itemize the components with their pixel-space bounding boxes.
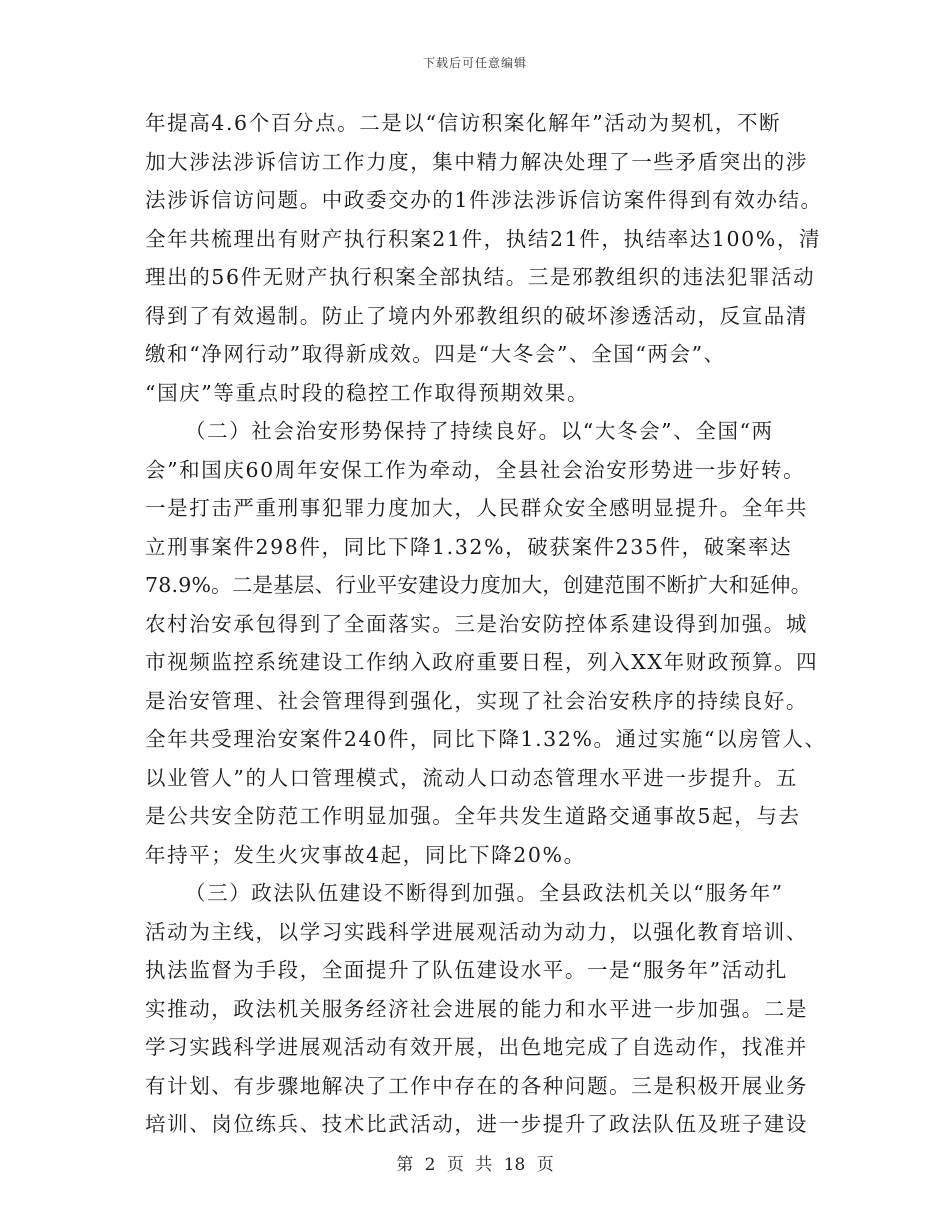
body-line-26: 有计划、有步骤地解决了工作中存在的各种问题。三是积极开展业务 bbox=[145, 1073, 808, 1098]
body-line-18: 以业管人”的人口管理模式，流动人口动态管理水平进一步提升。五 bbox=[145, 765, 798, 790]
body-line-15: 市视频监控系统建设工作纳入政府重要日程，列入XX年财政预算。四 bbox=[145, 650, 819, 674]
body-line-2: 加大涉法涉诉信访工作力度，集中精力解决处理了一些矛盾突出的涉 bbox=[145, 149, 808, 174]
body-line-20: 年持平；发生火灾事故4起，同比下降20%。 bbox=[145, 842, 586, 867]
document-body bbox=[145, 104, 827, 1144]
body-line-6: 得到了有效遏制。防止了境内外邪教组织的破坏渗透活动，反宣品清 bbox=[145, 303, 808, 328]
body-line-23: 执法监督为手段，全面提升了队伍建设水平。一是“服务年”活动扎 bbox=[145, 958, 788, 982]
body-line-10: 会”和国庆60周年安保工作为牵动，全县社会治安形势进一步好转。 bbox=[145, 457, 806, 482]
body-line-21: （三）政法队伍建设不断得到加强。全县政法机关以“服务年” bbox=[185, 881, 784, 905]
body-line-8: “国庆”等重点时段的稳控工作取得预期效果。 bbox=[145, 380, 590, 405]
body-line-12: 立刑事案件298件，同比下降1.32%，破获案件235件，破案率达 bbox=[145, 534, 793, 559]
body-line-16: 是治安管理、社会管理得到强化，实现了社会治安秩序的持续良好。 bbox=[145, 688, 808, 713]
body-line-9: （二）社会治安形势保持了持续良好。以“大冬会”、全国“两 bbox=[185, 419, 774, 443]
body-line-19: 是公共安全防范工作明显加强。全年共发生道路交通事故5起，与去 bbox=[145, 804, 801, 828]
body-line-17: 全年共受理治安案件240件，同比下降1.32%。通过实施“以房管人、 bbox=[145, 727, 827, 751]
body-line-25: 学习实践科学进展观活动有效开展，出色地完成了自选动作，找准并 bbox=[145, 1035, 808, 1059]
page-footer: 第 2 页 共 18 页 bbox=[396, 1155, 554, 1175]
body-line-1: 年提高4.6个百分点。二是以“信访积案化解年”活动为契机，不断 bbox=[145, 111, 782, 135]
body-line-27: 培训、岗位练兵、技术比武活动，进一步提升了政法队伍及班子建设 bbox=[145, 1112, 808, 1136]
body-line-22: 活动为主线，以学习实践科学进展观活动为动力，以强化教育培训、 bbox=[145, 919, 808, 944]
body-line-11: 一是打击严重刑事犯罪力度加大，人民群众安全感明显提升。全年共 bbox=[145, 496, 808, 520]
body-line-14: 农村治安承包得到了全面落实。三是治安防控体系建设得到加强。城 bbox=[145, 611, 808, 636]
body-line-4: 全年共梳理出有财产执行积案21件，执结21件，执结率达100%，清 bbox=[145, 226, 822, 251]
body-line-7: 缴和“净网行动”取得新成效。四是“大冬会”、全国“两会”、 bbox=[145, 342, 726, 366]
body-line-5: 理出的56件无财产执行积案全部执结。三是邪教组织的违法犯罪活动 bbox=[145, 265, 816, 289]
body-line-24: 实推动，政法机关服务经济社会进展的能力和水平进一步加强。二是 bbox=[145, 996, 808, 1021]
page-header: 下载后可任意编辑 bbox=[422, 56, 527, 70]
body-line-3: 法涉诉信访问题。中政委交办的1件涉法涉诉信访案件得到有效办结。 bbox=[145, 188, 823, 212]
body-line-13: 78.9%。二是基层、行业平安建设力度加大，创建范围不断扩大和延伸。 bbox=[145, 573, 812, 597]
